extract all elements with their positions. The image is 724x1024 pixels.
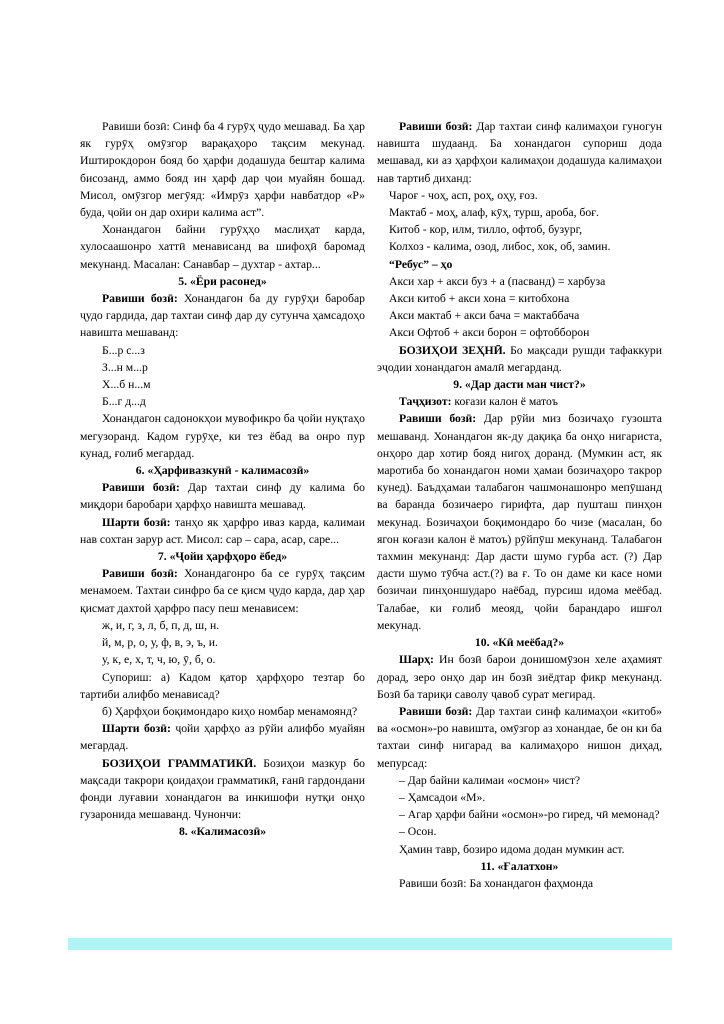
paragraph-text: Хонандагонро ба се гурӯҳ тақсим менамоем. Тахтаи синфро ба се қисм ҷудо карда, дар ҳар қисмат дахтой ҳарфро пасу пеш менависем: bbox=[80, 567, 365, 615]
bold-label: Шарҳ: bbox=[399, 653, 434, 667]
list-item: Колхоз - калима, озод, либос, хок, об, замин. bbox=[389, 240, 611, 254]
paragraph: б) Ҳарфҳои боқимондаро киҳо номбар менамоянд? bbox=[102, 704, 358, 718]
list-item: Б...р с...з bbox=[102, 343, 145, 357]
paragraph-text: Хонандагон ба ду гурӯҳи баробар ҷудо гардида, дар тахтаи синф дар ду сутунча ҳамсадоҳо навишта мешаванд: bbox=[80, 292, 365, 340]
paragraph bbox=[377, 651, 662, 703]
paragraph bbox=[377, 410, 662, 634]
paragraph bbox=[80, 479, 365, 513]
list-item: Чароғ - чоҳ, асп, роҳ, оҳу, ғоз. bbox=[389, 188, 538, 202]
section-heading: 6. «Ҳарфивазкунӣ - калимасозӣ» bbox=[135, 464, 310, 478]
rebus-item: Акси Офтоб + акси борон = офтобборон bbox=[389, 326, 590, 340]
paragraph bbox=[80, 514, 365, 548]
paragraph-text: Дар тахтаи синф ду калима бо миқдори баробари ҳарфҳо навишта мешавад. bbox=[80, 481, 365, 512]
section-heading: 8. «Калимасозӣ» bbox=[178, 825, 267, 839]
section-heading: 10. «Кӣ меёбад?» bbox=[474, 636, 565, 650]
letter-row: й, м, р, о, у, ф, в, э, ъ, и. bbox=[102, 636, 218, 650]
rebus-item: Акси мактаб + акси бача = мактаббача bbox=[389, 309, 580, 323]
paragraph bbox=[377, 342, 662, 376]
bold-label: Равиши бозӣ: bbox=[102, 481, 180, 495]
section-heading: 5. «Ёри расонед» bbox=[178, 274, 267, 288]
bold-label: БОЗИҲОИ ЗЕҲНӢ. bbox=[399, 343, 506, 357]
paragraph: Ҳамин тавр, бозиро идома додан мумкин аст. bbox=[399, 842, 625, 856]
paragraph-text: Дар рӯйи миз бозичаҳо гузошта мешаванд. Хонандагон як-ду дақиқа ба онҳо нигариста, онҳоро дар хотир бояд нигоҳ доранд. (Мумкин аст, як маротиба бо хонандагон номи ҳамаи бозичаҳоро такрор кунед). Баъдҳамаи талабагон чашмонашонро мепӯшанд ва баранда бозичаеро гирифта, дар пушташ пинҳон мекунад. Бозичаҳои боқимондаро бо чизе (масалан, бо ягон коғази калон ё матоъ) рӯйпӯш мекунанд. Талабагон тахмин мекунанд: Дар дасти шумо гурба аст. (?) Дар дасти шумо тӯбча аст.(?) ва ғ. То он даме ки касе номи бозичаи пинҳоншударо наёбад, пурсиш идома меёбад. Талабае, ки ғолиб меояд, ҷойи барандаро ишғол мекунад. bbox=[377, 412, 662, 632]
dialog-line: – Дар байни калимаи «осмон» чист? bbox=[399, 773, 581, 787]
bold-label: Равиши бозӣ: bbox=[399, 704, 473, 718]
paragraph bbox=[80, 755, 365, 824]
right-column bbox=[377, 118, 662, 892]
paragraph-text: Ин бозӣ барои донишомӯзон хеле аҳамият дорад, зеро онҳо дар ин бозӣ зиёдтар фикр мекунанд. Бозӣ ба тариқи саволу ҷавоб сурат мегирад. bbox=[377, 653, 662, 701]
paragraph-text: танҳо як ҳарфро иваз карда, калимаи нав сохтан зарур аст. Мисол: сар – сара, асар, саре... bbox=[80, 515, 365, 546]
paragraph: Хонандагон садонокҳои мувофикро ба ҷойи нуқтаҳо мегузоранд. Кадом гурӯҳе, ки тез ёбад ва онро пур кунад, ғолиб мегардад. bbox=[80, 412, 365, 460]
bold-label: Шарти бозӣ: bbox=[102, 722, 171, 736]
bold-label: Равиши бозӣ: bbox=[399, 120, 473, 133]
rebus-title: “Ребус” – ҳо bbox=[389, 257, 453, 271]
paragraph bbox=[80, 565, 365, 617]
bold-label: Равиши бозӣ: bbox=[102, 567, 178, 581]
dialog-line: – Агар ҳарфи байни «осмон»-ро гиред, чӣ мемонад? bbox=[399, 808, 660, 822]
letter-row: у, к, е, х, т, ч, ю, ӯ, б, о. bbox=[102, 653, 216, 667]
bold-label: БОЗИҲОИ ГРАММАТИКӢ. bbox=[102, 756, 257, 770]
dialog-line: – Ҳамсадои «М». bbox=[399, 790, 486, 804]
paragraph-text: Бозиҳои мазкур бо мақсади такрори қоидаҳои грамматикӣ, ғанӣ гардондани фонди луғавии хонандагон ва инкишофи нутқи онҳо гузаронида мешаванд. Чунончи: bbox=[80, 756, 365, 822]
paragraph bbox=[80, 720, 365, 754]
paragraph-text: коғази калон ё матоъ bbox=[451, 395, 558, 409]
footer-strip bbox=[68, 938, 672, 950]
paragraph-text: Бо мақсади рушди тафаккури эҷодии хонандагон амалӣ мегарданд. bbox=[377, 343, 662, 374]
paragraph-text: ҷойи ҳарфҳо аз рӯйи алифбо муайян мегардад. bbox=[80, 722, 365, 753]
bold-label: Равиши бозӣ: bbox=[102, 292, 178, 306]
paragraph: Супориш: а) Кадом қатор ҳарфҳоро тезтар бо тартиби алифбо менависад? bbox=[80, 670, 365, 701]
letter-row: ж, и, г, з, л, б, п, д, ш, н. bbox=[102, 618, 220, 632]
section-heading: 9. «Дар дасти ман чист?» bbox=[453, 378, 586, 392]
list-item: Китоб - кор, илм, тилло, офтоб, бузург, bbox=[389, 223, 582, 237]
paragraph bbox=[80, 290, 365, 342]
paragraph: Равиши бозӣ: Синф ба 4 гурӯҳ ҷудо мешавад. Ба ҳар як гурӯҳ омӯзгор варақаҳоро тақсим мекунад. Иштирокдорон бояд бо ҳарфи додашуда бештар калима бисозанд, аммо бояд ин ҳарф дар ҷои муайян бошад. Мисол, омӯзгор мегӯяд: «Имрӯз ҳарфи навбатдор «Р» буда, ҷойи он дар охири калима аст”. bbox=[80, 120, 365, 220]
section-heading: 11. «Ғалатхон» bbox=[480, 859, 559, 873]
paragraph: Равиши бозӣ: Ба хонандагон фаҳмонда bbox=[399, 876, 594, 890]
paragraph bbox=[377, 118, 662, 187]
bold-label: Равиши бозӣ: bbox=[399, 412, 477, 426]
rebus-item: Акси хар + акси буз + а (пасванд) = харбуза bbox=[389, 274, 606, 288]
section-heading: 7. «Ҷойи ҳарфҳоро ёбед» bbox=[157, 550, 288, 564]
list-item: З...н м...р bbox=[102, 360, 148, 374]
paragraph bbox=[377, 393, 662, 410]
list-item: Мактаб - моҳ, алаф, кӯҳ, турш, ароба, боғ. bbox=[389, 206, 599, 220]
paragraph-text: Дар тахтаи синф калимаҳои гуногун навишта шудаанд. Ба хонандагон супориш дода мешавад, ки аз ҳарфҳои калимаҳои додашуда калимаҳои нав тартиб диханд: bbox=[377, 120, 662, 185]
bold-label: Таҷҳизот: bbox=[399, 395, 452, 409]
paragraph-text: Дар тахтаи синф калимаҳои «китоб» ва «осмон»-ро навишта, омӯзгор аз хонандае, бе он ки ба тахтаи синф нигарад ва калимаҳоро нишон диҳад, мепурсад: bbox=[377, 704, 662, 770]
rebus-item: Акси китоб + акси хона = китобхона bbox=[389, 292, 570, 306]
paragraph bbox=[377, 703, 662, 772]
bold-label: Шарти бозӣ: bbox=[102, 515, 171, 529]
paragraph: Хонандагон байни гурӯҳҳо маслиҳат карда, хулосаашонро хаттӣ менависанд ва шифоҳӣ баромад мекунанд. Масалан: Санавбар – духтар - ахтар... bbox=[80, 223, 365, 271]
list-item: Х...б н...м bbox=[102, 378, 151, 392]
left-column bbox=[80, 118, 365, 841]
list-item: Б...г д...д bbox=[102, 395, 146, 409]
dialog-line: – Осон. bbox=[399, 825, 437, 839]
